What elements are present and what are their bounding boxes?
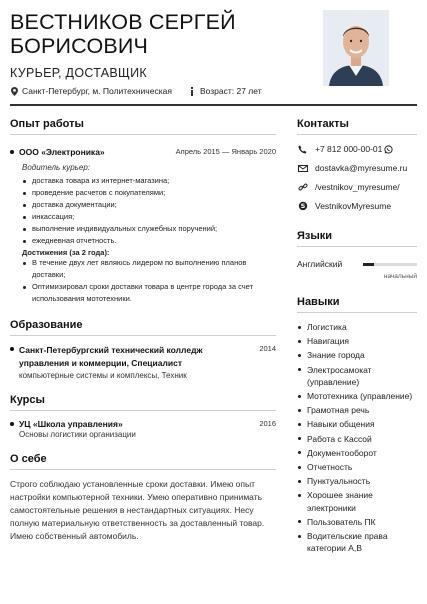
contacts-list — [297, 143, 417, 212]
contact-skype[interactable] — [297, 200, 417, 212]
job-role: Водитель курьер: — [22, 163, 90, 172]
courses-section-title: Курсы — [10, 394, 276, 411]
duty-item: ежедневная отчетность. — [22, 235, 276, 247]
languages-section-title: Языки — [297, 230, 417, 247]
language-row — [297, 259, 417, 269]
skill-item: Отчетность — [297, 461, 417, 473]
company-name: ООО «Электроника» — [10, 147, 105, 157]
site-url: /vestnikov_myresume/ — [315, 182, 400, 192]
language-level-fill — [363, 263, 374, 266]
desired-position: КУРЬЕР, ДОСТАВЩИК — [10, 66, 147, 80]
about-section-title: О себе — [10, 453, 276, 470]
name-line-2: БОРИСОВИЧ — [10, 34, 149, 58]
phone-icon — [297, 144, 308, 154]
course-provider: УЦ «Школа управления» — [10, 419, 123, 429]
achievements-title: Достижения (за 2 года): — [22, 248, 110, 257]
job-entry — [10, 147, 276, 305]
side-column — [297, 118, 417, 556]
duty-item: доставка документации; — [22, 199, 276, 211]
skill-item: Мототехника (управление) — [297, 390, 417, 402]
skill-item: Навыки общения — [297, 418, 417, 430]
duties-list — [22, 175, 276, 247]
name-line-1: ВЕСТНИКОВ СЕРГЕЙ — [10, 10, 236, 34]
skills-section-title: Навыки — [297, 296, 417, 313]
skill-item: Хорошее знание электроники — [297, 489, 417, 513]
main-column — [10, 118, 276, 543]
skill-item: Документооборот — [297, 447, 417, 459]
skype-login: VestnikovMyresume — [315, 201, 392, 211]
phone-number: +7 812 000-00-01 — [315, 144, 383, 154]
contact-site[interactable] — [297, 181, 417, 193]
skill-item: Работа с Кассой — [297, 433, 417, 445]
duty-item: проведение расчетов с покупателями; — [22, 187, 276, 199]
institution-name: Санкт-Петербургский технический колледж управления и коммерции, Специалист — [10, 344, 240, 370]
experience-section-title: Опыт работы — [10, 118, 276, 135]
skill-item: Пользователь ПК — [297, 516, 417, 528]
whatsapp-icon — [384, 145, 393, 154]
about-text: Строго соблюдаю установленные сроки доставки. Имею опыт настройки компьютерной техники. Умею оперативно принимать самостоятельные решения в нестандартных ситуациях. Несу полную материальную ответственность за доставленный товар. Имею собственный автомобиль. — [10, 479, 265, 541]
svg-text:S: S — [300, 202, 305, 211]
header-meta — [10, 86, 310, 96]
education-section-title: Образование — [10, 319, 276, 336]
skill-item: Водительские права категории А,В — [297, 530, 417, 554]
achievement-item: Оптимизировал сроки доставки товара в центре города за счет использования мототехники. — [22, 281, 276, 305]
duty-item: инкассация; — [22, 211, 276, 223]
contacts-section-title: Контакты — [297, 118, 417, 135]
resume-header — [10, 10, 310, 96]
skill-item: Знание города — [297, 349, 417, 361]
full-name — [10, 10, 310, 58]
course-year: 2016 — [259, 419, 276, 428]
map-marker-icon — [10, 87, 19, 96]
envelope-icon — [297, 163, 308, 173]
link-icon — [297, 182, 308, 192]
contact-phone[interactable] — [297, 143, 417, 155]
language-name: Английский — [297, 259, 343, 269]
profile-photo — [323, 10, 389, 86]
education-specialty: компьютерные системы и комплексы, Техник — [19, 371, 187, 380]
achievement-item: В течение двух лет являюсь лидером по выполнению планов доставки; — [22, 257, 276, 281]
contact-email[interactable] — [297, 162, 417, 174]
job-dates: Апрель 2015 — Январь 2020 — [175, 147, 276, 156]
skill-item: Пунктуальность — [297, 475, 417, 487]
achievements-list — [22, 257, 276, 305]
age-text: Возраст: 27 лет — [199, 86, 262, 96]
email-address: dostavka@myresume.ru — [315, 163, 408, 173]
language-level-bar — [363, 263, 417, 266]
education-year: 2014 — [259, 344, 276, 353]
skype-icon — [297, 201, 308, 211]
info-icon — [188, 87, 197, 96]
skill-item: Грамотная речь — [297, 404, 417, 416]
course-subject: Основы логистики организации — [19, 430, 136, 439]
skills-list — [297, 321, 417, 554]
skill-item: Навигация — [297, 335, 417, 347]
duty-item: доставка товара из интернет-магазина; — [22, 175, 276, 187]
language-level: начальный — [383, 273, 417, 280]
skill-item: Электросамокат (управление) — [297, 364, 417, 388]
header-divider — [10, 104, 417, 106]
location-text: Санкт-Петербург, м. Политехническая — [22, 86, 172, 96]
education-entry — [10, 344, 276, 380]
course-entry — [10, 419, 276, 439]
duty-item: выполнение индивидуальных служебных поручений; — [22, 223, 276, 235]
skill-item: Логистика — [297, 321, 417, 333]
